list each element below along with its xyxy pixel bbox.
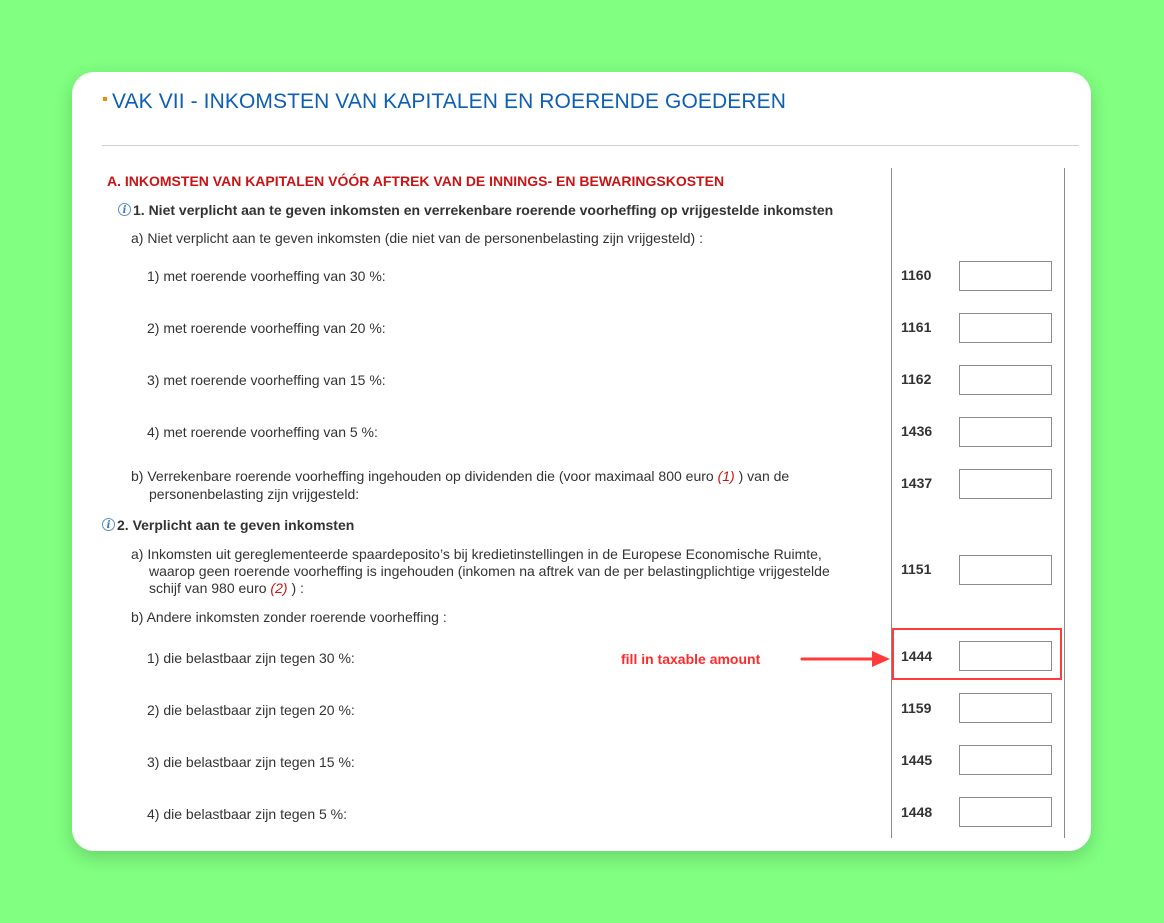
group1-heading: 1. Niet verplicht aan te geven inkomsten en verrekenbare roerende voorheffing op vrijgestelde inkomsten <box>133 202 834 218</box>
code-1161: 1161 <box>901 319 932 335</box>
field-1151[interactable] <box>959 555 1052 585</box>
code-1151: 1151 <box>901 561 932 577</box>
row-label-1445: 3) die belastbaar zijn tegen 15 %: <box>147 754 355 770</box>
field-1160[interactable] <box>959 261 1052 291</box>
row-label-1437-suffix: ) van de <box>738 468 790 484</box>
row-label-1437-line2: personenbelasting zijn vrijgesteld: <box>149 486 360 502</box>
row-label-1151-line3-suffix: ) : <box>291 580 304 596</box>
field-1445[interactable] <box>959 745 1052 775</box>
group2-heading: 2. Verplicht aan te geven inkomsten <box>117 517 355 533</box>
row-label-1151-line3 <box>149 580 304 597</box>
info-icon[interactable]: i <box>118 203 131 216</box>
code-1448: 1448 <box>901 804 933 820</box>
code-1159: 1159 <box>901 700 932 716</box>
row-label-1437 <box>131 468 789 485</box>
info-icon[interactable]: i <box>102 518 115 531</box>
code-1436: 1436 <box>901 423 933 439</box>
code-1437: 1437 <box>901 475 933 491</box>
footnote-ref-2[interactable]: (2) <box>270 580 288 596</box>
group2-b-label: b) Andere inkomsten zonder roerende voorheffing : <box>131 609 447 625</box>
page-title: VAK VII - INKOMSTEN VAN KAPITALEN EN ROERENDE GOEDEREN <box>112 90 787 113</box>
row-label-1159: 2) die belastbaar zijn tegen 20 %: <box>147 702 355 718</box>
field-1448[interactable] <box>959 797 1052 827</box>
row-label-1160: 1) met roerende voorheffing van 30 %: <box>147 268 386 284</box>
field-1159[interactable] <box>959 693 1052 723</box>
row-label-1151-line2: waarop geen roerende voorheffing is ingehouden (inkomen na aftrek van de per belastingplichtige vrijgestelde <box>149 563 830 579</box>
row-label-1151-line3-prefix: schijf van 980 euro <box>149 580 267 596</box>
field-1437[interactable] <box>959 469 1052 499</box>
field-1162[interactable] <box>959 365 1052 395</box>
code-1444: 1444 <box>901 648 933 664</box>
code-1445: 1445 <box>901 752 933 768</box>
footnote-ref-1[interactable]: (1) <box>717 468 735 484</box>
section-a-heading: A. INKOMSTEN VAN KAPITALEN VÓÓR AFTREK VAN DE INNINGS- EN BEWARINGSKOSTEN <box>107 173 725 189</box>
row-label-1162: 3) met roerende voorheffing van 15 %: <box>147 372 386 388</box>
row-label-1161: 2) met roerende voorheffing van 20 %: <box>147 320 386 336</box>
row-label-1151-line1: a) Inkomsten uit gereglementeerde spaardeposito’s bij kredietinstellingen in de Europese Economische Ruimte, <box>131 546 822 562</box>
group1-a-label: a) Niet verplicht aan te geven inkomsten (die niet van de personenbelasting zijn vrijgesteld) : <box>131 230 703 246</box>
highlight-box <box>892 628 1062 680</box>
column-divider-left <box>891 168 892 838</box>
row-label-1436: 4) met roerende voorheffing van 5 %: <box>147 424 378 440</box>
row-label-1437-prefix: b) Verrekenbare roerende voorheffing ingehouden op dividenden die (voor maximaal 800 euro <box>131 468 714 484</box>
column-divider-right <box>1064 168 1065 838</box>
field-1161[interactable] <box>959 313 1052 343</box>
code-1160: 1160 <box>901 267 932 283</box>
arrow-right-icon <box>800 648 892 670</box>
row-label-1448: 4) die belastbaar zijn tegen 5 %: <box>147 806 348 822</box>
field-1436[interactable] <box>959 417 1052 447</box>
title-divider <box>102 145 1079 146</box>
square-bullet-icon <box>103 97 107 101</box>
row-label-1444: 1) die belastbaar zijn tegen 30 %: <box>147 650 355 666</box>
annotation-text: fill in taxable amount <box>621 651 761 667</box>
code-1162: 1162 <box>901 371 932 387</box>
form-card <box>72 72 1091 851</box>
